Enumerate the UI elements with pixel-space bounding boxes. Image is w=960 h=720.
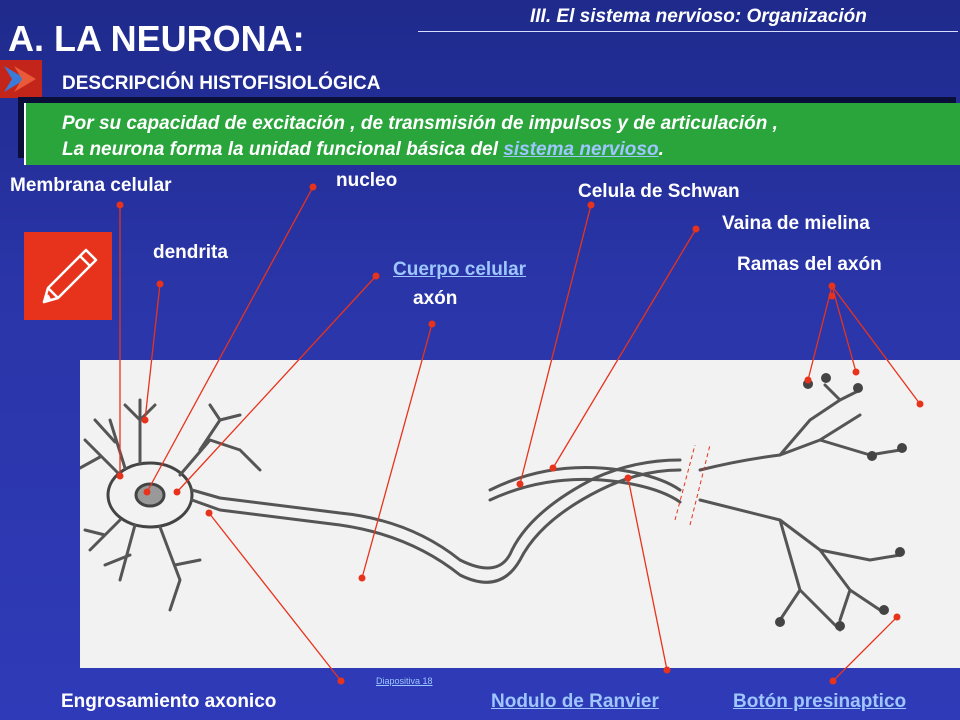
label-celula-schwan: Celula de Schwan (578, 181, 740, 202)
boton-presinaptico-link[interactable]: Botón presinaptico (733, 691, 907, 712)
description-line-1: Por su capacidad de excitación , de transmisión de impulsos y de articulación , (62, 113, 778, 134)
sistema-nervioso-link[interactable]: sistema nervioso (503, 139, 659, 160)
slide-number-link[interactable]: Diapositiva 18 (376, 676, 433, 686)
description-line-2-suffix: . (658, 139, 664, 160)
label-vaina-mielina: Vaina de mielina (722, 213, 870, 234)
label-engrosamiento-axonico: Engrosamiento axonico (61, 691, 277, 712)
slide-subtitle: DESCRIPCIÓN HISTOFISIOLÓGICA (62, 73, 381, 94)
nodulo-ranvier-link[interactable]: Nodulo de Ranvier (491, 691, 659, 712)
slide-title: A. LA NEURONA: (8, 18, 305, 59)
label-dendrita: dendrita (153, 242, 228, 263)
label-membrana-celular: Membrana celular (10, 175, 172, 196)
label-nucleo: nucleo (336, 170, 398, 191)
label-axon: axón (413, 288, 458, 309)
cuerpo-celular-link[interactable]: Cuerpo celular (393, 259, 527, 280)
description-line-2-prefix: La neurona forma la unidad funcional básica del (62, 139, 504, 160)
label-ramas-axon: Ramas del axón (737, 254, 882, 275)
section-title: III. El sistema nervioso: Organización (530, 6, 867, 27)
